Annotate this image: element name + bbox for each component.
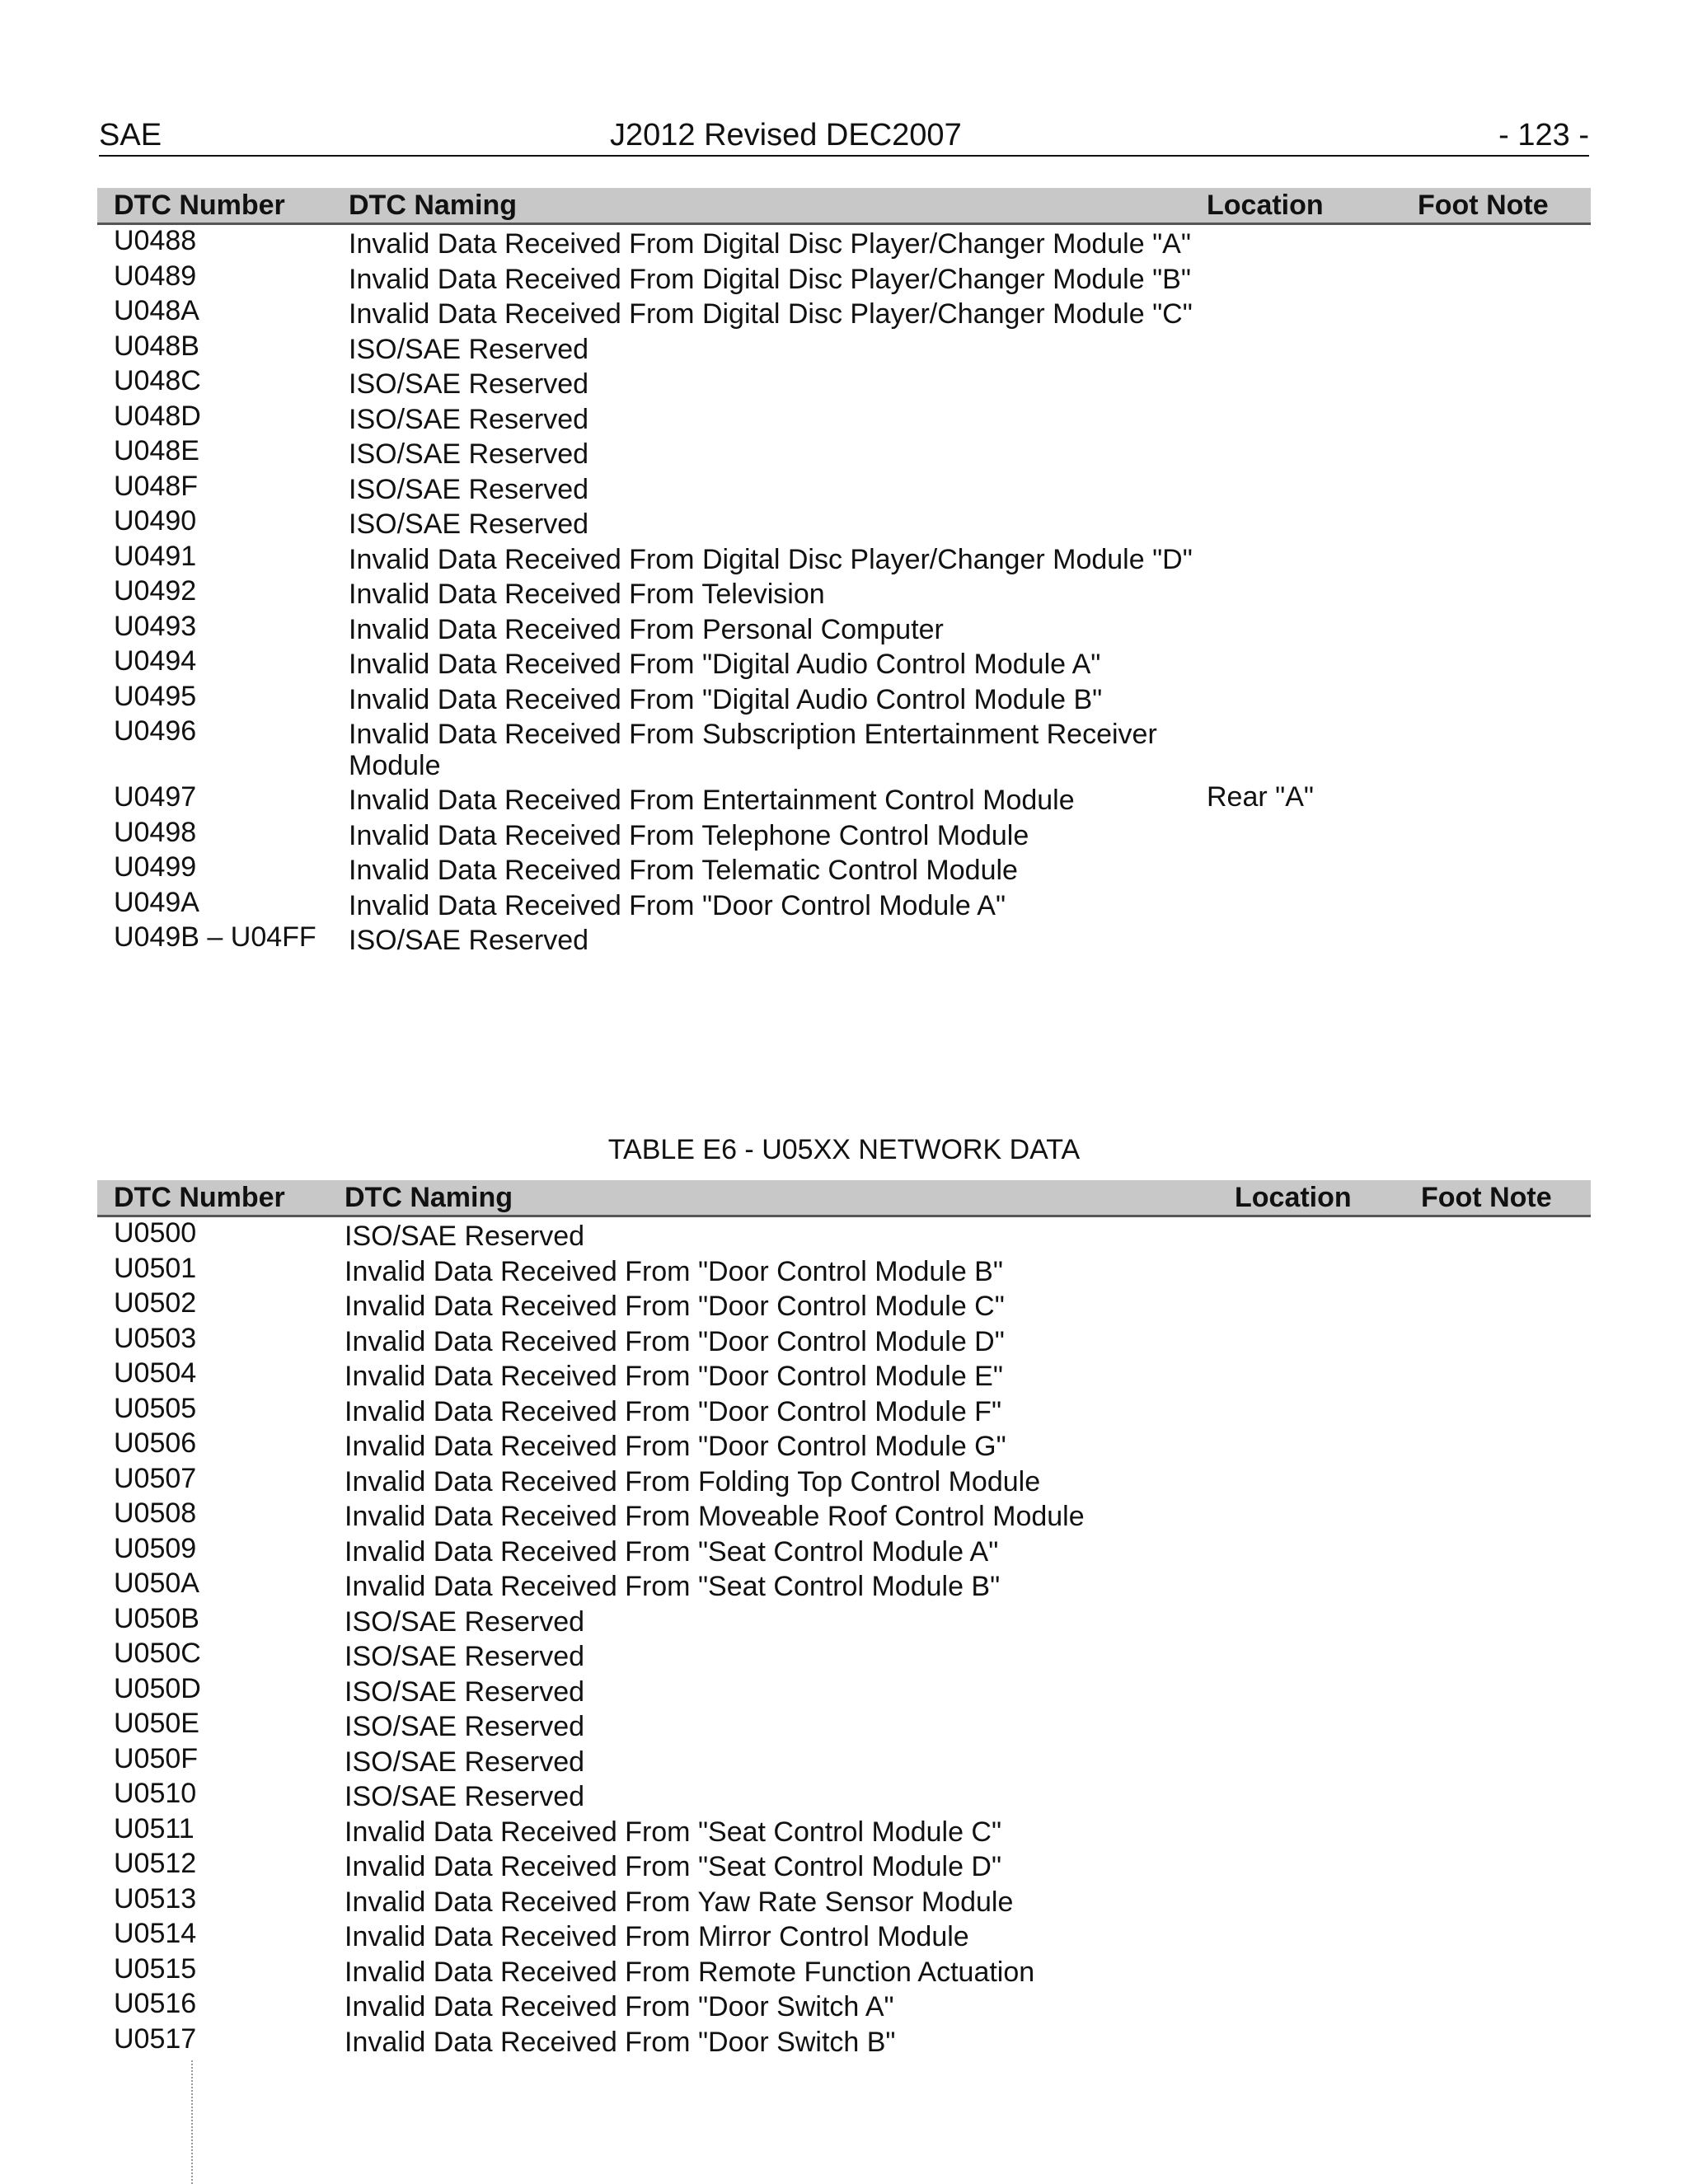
dtc-number: U0490 [114,505,197,537]
dtc-naming: Invalid Data Received From "Door Switch B" [345,2026,896,2058]
dtc-number: U050F [114,1742,199,1774]
table-row [97,260,1591,296]
dtc-naming: ISO/SAE Reserved [349,403,589,435]
dtc-number: U0511 [114,1812,195,1844]
dtc-naming: Invalid Data Received From Digital Disc Player/Changer Module "B" [349,263,1191,295]
dtc-number: U050A [114,1568,199,1599]
table-row [97,1778,1591,1813]
table-row [97,681,1591,716]
dtc-naming: Invalid Data Received From Digital Disc Player/Changer Module "D" [349,543,1193,575]
dtc-naming: Invalid Data Received From "Door Control Module D" [345,1325,1005,1357]
dtc-number: U050B [114,1602,199,1634]
dtc-number: U0496 [114,715,197,747]
dtc-number: U048E [114,435,199,466]
dtc-naming: Invalid Data Received From Telephone Control Module [349,819,1029,851]
table-body [97,225,1591,957]
dtc-naming: Invalid Data Received From Television [349,579,825,610]
table-row [97,471,1591,506]
table-row [97,1988,1591,2023]
dtc-number: U050D [114,1672,201,1704]
dtc-number: U0499 [114,851,197,883]
table-row [97,1287,1591,1323]
dtc-number: U048B [114,330,199,362]
table-row [97,1848,1591,1883]
table-row [97,401,1591,436]
table-row [97,365,1591,401]
dtc-naming: Invalid Data Received From "Door Control Module F" [345,1395,1002,1427]
table-row [97,1217,1591,1253]
table-title: TABLE E6 - U05XX NETWORK DATA [607,1134,1081,1165]
dtc-naming: ISO/SAE Reserved [345,1675,585,1708]
dtc-number: U0495 [114,680,197,712]
dtc-naming: ISO/SAE Reserved [345,1221,585,1252]
dtc-number: U0502 [114,1287,197,1319]
col-dtc-number: DTC Number [114,190,285,221]
scan-artifact-dots [191,2060,196,2184]
dtc-number: U048C [114,365,201,396]
dtc-number: U0493 [114,610,197,642]
dtc-number: U0513 [114,1882,197,1915]
dtc-naming: Invalid Data Received From "Digital Audio Control Module B" [349,683,1103,715]
table-row [97,1357,1591,1393]
table-row [97,505,1591,541]
dtc-number: U0512 [114,1848,197,1879]
dtc-number: U0489 [114,260,197,292]
dtc-number: U049A [114,886,199,918]
dtc-naming: Invalid Data Received From "Seat Control Module A" [345,1535,999,1568]
dtc-naming: Invalid Data Received From Entertainment Control Module [349,785,1075,816]
table-row [97,1497,1591,1533]
table-row [97,1883,1591,1919]
dtc-number: U0516 [114,1988,197,2019]
dtc-naming: Invalid Data Received From "Door Control Module C" [345,1291,1005,1322]
dtc-number: U048A [114,295,199,326]
dtc-location: Rear "A" [1207,781,1314,813]
table-header [97,1180,1591,1217]
table-row [97,1533,1591,1568]
dtc-number: U0506 [114,1427,197,1459]
dtc-table-u05 [97,1180,1591,2058]
dtc-number: U0492 [114,575,197,607]
table-row [97,1813,1591,1849]
table-row [97,921,1591,957]
dtc-naming: Invalid Data Received From Personal Computer [349,613,944,645]
dtc-number: U0509 [114,1532,197,1564]
table-row [97,295,1591,330]
table-row [97,225,1591,260]
table-row [97,1708,1591,1743]
table-body [97,1217,1591,2058]
table-row [97,575,1591,611]
dtc-number: U0497 [114,781,197,813]
dtc-naming: Invalid Data Received From Folding Top Control Module [345,1465,1041,1497]
table-row [97,715,1591,781]
col-location: Location [1235,1182,1352,1213]
page-header [99,115,1589,157]
dtc-number: U049B – U04FF [114,921,316,953]
col-foot-note: Foot Note [1421,1182,1552,1213]
table-row [97,2023,1591,2059]
table-header [97,188,1591,225]
col-foot-note: Foot Note [1418,190,1549,221]
dtc-naming: ISO/SAE Reserved [349,368,589,400]
dtc-number: U048D [114,400,201,432]
dtc-naming: ISO/SAE Reserved [345,1746,585,1778]
dtc-naming: Invalid Data Received From Digital Disc Player/Changer Module "C" [349,298,1193,330]
table-row [97,1253,1591,1288]
dtc-naming: ISO/SAE Reserved [349,473,589,505]
table-row [97,1323,1591,1358]
dtc-naming: Invalid Data Received From "Door Control Module B" [345,1255,1003,1287]
dtc-number: U050C [114,1638,201,1669]
dtc-naming: ISO/SAE Reserved [349,925,589,956]
dtc-number: U0491 [114,540,197,572]
table-row [97,1393,1591,1428]
dtc-number: U0505 [114,1392,197,1424]
table-row [97,887,1591,922]
dtc-naming: Invalid Data Received From "Door Control Module E" [345,1361,1003,1392]
header-doc-id: J2012 Revised DEC2007 [610,118,962,152]
dtc-number: U0498 [114,816,197,848]
dtc-naming: ISO/SAE Reserved [345,1605,585,1638]
table-row [97,1638,1591,1673]
table-row [97,1953,1591,1989]
dtc-number: U048F [114,470,199,502]
dtc-naming: Invalid Data Received From "Seat Control Module B" [345,1571,1001,1602]
table-row [97,1463,1591,1498]
dtc-naming: Invalid Data Received From Yaw Rate Sensor Module [345,1886,1014,1918]
dtc-number: U0494 [114,645,197,677]
dtc-naming: Invalid Data Received From Moveable Roof Control Module [345,1501,1085,1532]
dtc-naming: Invalid Data Received From Telematic Control Module [349,855,1018,886]
col-location: Location [1207,190,1324,221]
header-org: SAE [99,118,162,152]
dtc-naming: ISO/SAE Reserved [349,333,589,365]
dtc-naming: Invalid Data Received From "Door Control Module G" [345,1431,1006,1462]
table-row [97,1918,1591,1953]
dtc-number: U050E [114,1708,199,1739]
table-row [97,781,1591,817]
dtc-naming: Invalid Data Received From Digital Disc Player/Changer Module "A" [349,228,1191,260]
table-row [97,1673,1591,1708]
dtc-number: U0503 [114,1322,197,1354]
table-row [97,1743,1591,1779]
table-row [97,435,1591,471]
dtc-naming: Invalid Data Received From "Door Switch A" [345,1991,894,2022]
dtc-number: U0508 [114,1497,197,1529]
dtc-naming: Invalid Data Received From "Door Control Module A" [349,889,1006,921]
dtc-number: U0507 [114,1462,197,1494]
table-row [97,645,1591,681]
dtc-number: U0488 [114,225,197,256]
dtc-number: U0500 [114,1217,197,1249]
dtc-number: U0517 [114,2022,197,2055]
table-row [97,1568,1591,1603]
table-row [97,1603,1591,1638]
dtc-naming: ISO/SAE Reserved [345,1711,585,1742]
dtc-naming: ISO/SAE Reserved [345,1781,585,1812]
dtc-number: U0514 [114,1918,197,1949]
dtc-naming: Invalid Data Received From "Seat Control Module C" [345,1816,1002,1848]
table-row [97,851,1591,887]
dtc-naming: Invalid Data Received From Subscription Entertainment Receiver Module [349,719,1157,781]
dtc-number: U0510 [114,1778,197,1809]
table-row [97,611,1591,646]
table-row [97,541,1591,576]
header-page-number: - 123 - [1498,118,1589,152]
dtc-naming: Invalid Data Received From "Digital Audio Control Module A" [349,649,1101,680]
dtc-naming: ISO/SAE Reserved [349,509,589,540]
col-dtc-number: DTC Number [114,1182,285,1213]
table-row [97,1427,1591,1463]
dtc-number: U0504 [114,1357,197,1389]
dtc-naming: Invalid Data Received From Remote Function Actuation [345,1956,1035,1988]
dtc-table-u04 [97,188,1591,957]
dtc-number: U0501 [114,1252,197,1284]
dtc-naming: Invalid Data Received From "Seat Control Module D" [345,1851,1002,1882]
dtc-naming: Invalid Data Received From Mirror Control Module [345,1921,969,1952]
col-dtc-naming: DTC Naming [345,1182,513,1213]
dtc-number: U0515 [114,1952,197,1985]
col-dtc-naming: DTC Naming [349,190,517,221]
dtc-naming: ISO/SAE Reserved [349,438,589,470]
table-row [97,330,1591,366]
dtc-naming: ISO/SAE Reserved [345,1641,585,1672]
table-row [97,817,1591,852]
